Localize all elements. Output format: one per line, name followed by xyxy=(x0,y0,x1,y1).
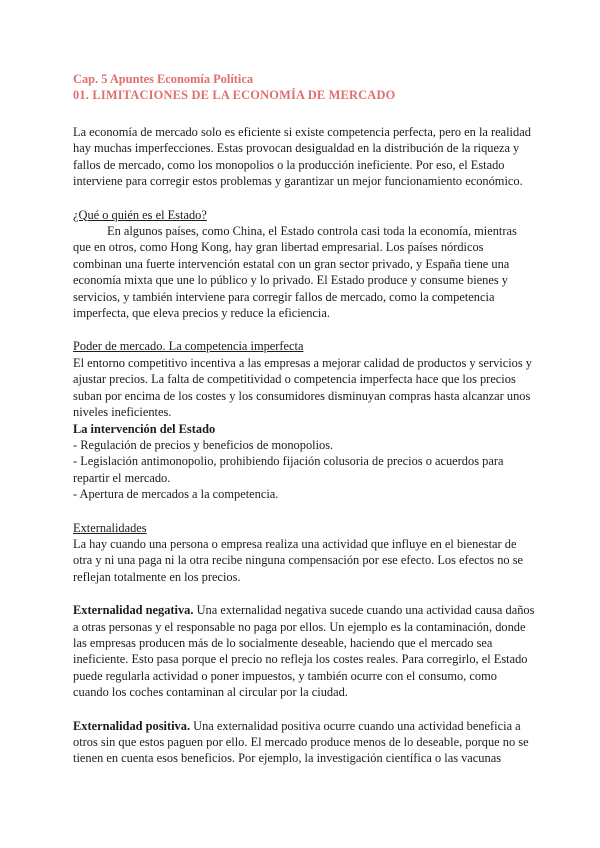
intervencion-item: - Legislación antimonopolio, prohibiendo fijación colusoria de precios o acuerdos para repartir el mercado. xyxy=(73,454,504,485)
negativa-label: Externalidad negativa. xyxy=(73,603,194,618)
poder-paragraph: El entorno competitivo incentiva a las empresas a mejorar calidad de productos y servicios y ajustar precios. La falta de competitividad o competencia imperfecta hace que los precios suban por encima de los costes y los consumidores disminuyan compras hasta alcanzar unos niveles ineficientes. xyxy=(73,355,532,420)
externalidades-heading: Externalidades xyxy=(73,520,147,535)
externalidades-paragraph: La hay cuando una persona o empresa realiza una actividad que influye en el bienestar de otra y ni una paga ni la otra recibe ninguna compensación por ese efecto. Los efectos no se reflejan totalmente en los precios. xyxy=(73,536,524,584)
section-title: 01. LIMITACIONES DE LA ECONOMÍA DE MERCADO xyxy=(73,88,396,102)
chapter-title: Cap. 5 Apuntes Economía Política xyxy=(73,72,254,86)
estado-paragraph: En algunos países, como China, el Estado controla casi toda la economía, mientras que en otros, como Hong Kong, hay gran libertad empresarial. Los países nórdicos combinan una fuerte intervención estatal con un gran sector privado, y España tiene una economía mixta que une lo público y lo privado. El Estado produce y consume bienes y servicios, y también interviene para corregir fallos de mercado, como la competencia imperfecta, que eleva precios y reduce la eficiencia. xyxy=(73,224,517,321)
intervencion-item: - Apertura de mercados a la competencia. xyxy=(73,487,279,502)
negativa-text: Una externalidad negativa sucede cuando una actividad causa daños a otras personas y el responsable no paga por ellos. Un ejemplo es la contaminación, donde las empresas producen más de lo socialmente deseable, haciendo que el mercado sea ineficiente. Esto pasa porque el precio no refleja los costes reales. Para corregirlo, el Estado puede regularla actividad o poner impuestos, y también ocurre con el consumo, como cuando los coches contaminan al circular por la ciudad. xyxy=(73,603,535,700)
intervencion-item: - Regulación de precios y beneficios de monopolios. xyxy=(73,437,334,452)
intro-paragraph: La economía de mercado solo es eficiente si existe competencia perfecta, pero en la realidad hay muchas imperfecciones. Estas provocan desigualdad en la distribución de la riqueza y fallos de mercado, como los monopolios o la producción ineficiente. Por eso, el Estado interviene para corregir estos problemas y garantizar un mejor funcionamiento económico. xyxy=(73,125,531,189)
positiva-text: Una externalidad positiva ocurre cuando una actividad beneficia a otros sin que estos paguen por ello. El mercado produce menos de lo deseable, porque no se tienen en cuenta esos beneficios. Por ejemplo, la investigación científica o las vacunas xyxy=(73,718,529,766)
estado-heading: ¿Qué o quién es el Estado? xyxy=(73,207,207,222)
negativa-paragraph xyxy=(73,602,535,700)
document-body xyxy=(73,71,535,767)
positiva-paragraph xyxy=(73,718,535,767)
intervencion-heading: La intervención del Estado xyxy=(73,421,216,436)
poder-heading: Poder de mercado. La competencia imperfecta xyxy=(73,339,304,354)
positiva-label: Externalidad positiva. xyxy=(73,718,191,733)
